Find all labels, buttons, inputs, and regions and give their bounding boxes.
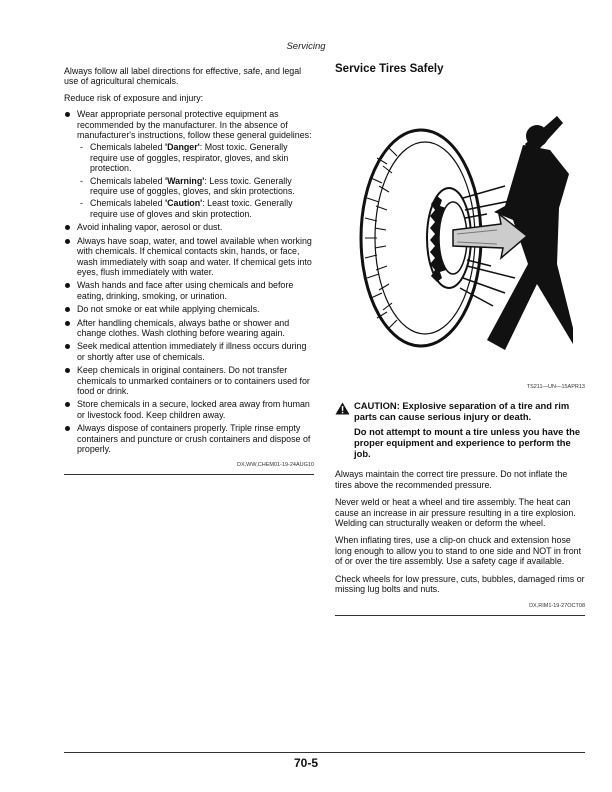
paragraph: Always maintain the correct tire pressure. Do not inflate the tires above the recommended pressure.: [335, 469, 568, 490]
caution-block: [335, 400, 585, 459]
chemicals-column: [64, 66, 314, 475]
tire-safety-body: [335, 469, 585, 594]
warning-pre: Chemicals labeled: [90, 175, 165, 186]
list-item: Seek medical attention immediately if illness occurs during or shortly after use of chemicals.: [64, 341, 314, 362]
list-item: Wash hands and face after using chemicals and before eating, drinking, smoking, or urination.: [64, 280, 314, 301]
tires-column: [335, 64, 585, 616]
footer-divider: [64, 752, 585, 753]
tire-explosion-illustration: [345, 88, 573, 368]
page-header: Servicing: [286, 41, 326, 52]
list-item: Store chemicals in a secure, locked area away from human or livestock food. Keep children away.: [64, 399, 314, 420]
toxicity-sublist: [77, 142, 314, 219]
warning-post: : Less toxic. Generally require use of goggles, gloves, and skin protections.: [90, 175, 295, 197]
caution-instruction: Do not attempt to mount a tire unless you have the proper equipment and experience to perform the job.: [354, 426, 581, 460]
tire-explosion-figure: [335, 82, 585, 392]
list-item: [77, 142, 314, 173]
intro-paragraph: Always follow all label directions for effective, safe, and legal use of agricultural chemicals.: [64, 66, 302, 87]
warning-triangle-icon: [335, 402, 350, 415]
chemicals-reference-code: DX,WW,CHEM01-19-24AUG10: [64, 460, 314, 474]
list-item: Avoid inhaling vapor, aerosol or dust.: [64, 222, 314, 232]
paragraph: When inflating tires, use a clip-on chuck and extension hose long enough to allow you to stand to one side and NOT in front of or over the tire assembly. Use a safety cage if available.: [335, 535, 582, 567]
list-item: [64, 109, 314, 219]
reduce-risk-paragraph: Reduce risk of exposure and injury:: [64, 92, 204, 103]
list-item: Always have soap, water, and towel available when working with chemicals. If chemical contacts skin, hands, or face, wash immediately with soap and water. If chemical gets into eyes, flush immediately with water.: [64, 236, 314, 278]
list-item: After handling chemicals, always bathe or shower and change clothes. Wash clothing before wearing again.: [64, 318, 314, 339]
danger-label: 'Danger': [164, 142, 200, 153]
warning-label: 'Warning': [164, 175, 205, 186]
danger-post: : Most toxic. Generally require use of goggles, respirator, gloves, and skin protection.: [90, 142, 289, 174]
safety-bullet-list: [64, 109, 314, 454]
caution-post: : Least toxic. Generally require use of gloves and skin protection.: [90, 198, 293, 219]
danger-pre: Chemicals labeled: [90, 142, 165, 153]
paragraph: Check wheels for low pressure, cuts, bubbles, damaged rims or missing lug bolts and nuts.: [335, 573, 585, 595]
list-item: [77, 198, 314, 219]
caution-label: 'Caution': [164, 198, 203, 209]
page-number: 70-5: [293, 756, 319, 770]
tires-reference-code: DX,RIM1-19-27OCT08: [335, 601, 585, 615]
list-item: Do not smoke or eat while applying chemicals.: [64, 304, 314, 314]
ppe-text: Wear appropriate personal protective equipment as recommended by the manufacturer. In the absence of manufacturer's instructions, follow these general guidelines:: [77, 109, 312, 141]
figure-reference-code: TS211—UN—15APR13: [526, 384, 585, 390]
paragraph: Never weld or heat a wheel and tire assembly. The heat can cause an increase in air pressure resulting in a tire explosion. Welding can structurally weaken or deform the wheel.: [335, 497, 576, 529]
list-item: Always dispose of containers properly. Triple rinse empty containers and puncture or crush containers and dispose of properly.: [64, 423, 314, 454]
section-title: Service Tires Safely: [335, 63, 444, 75]
caution-pre: Chemicals labeled: [90, 198, 165, 209]
caution-statement: CAUTION: Explosive separation of a tire and rim parts can cause serious injury or death.: [354, 400, 570, 423]
list-item: Keep chemicals in original containers. Do not transfer chemicals to unmarked containers or to containers used for food or drink.: [64, 365, 314, 396]
list-item: [77, 176, 314, 197]
